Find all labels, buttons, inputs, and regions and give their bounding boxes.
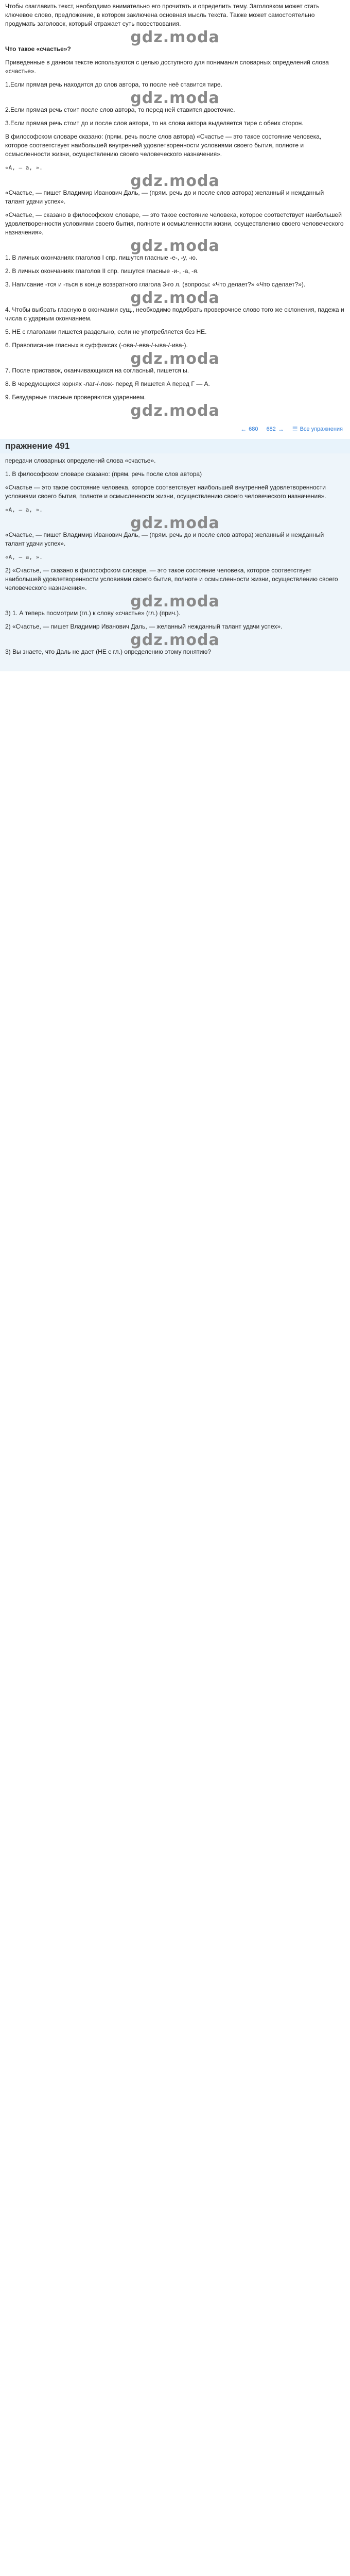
paragraph: 2) «Счастье, — пишет Владимир Иванович Даль, — желанный нежданный талант удачи успех». — [5, 623, 283, 630]
paragraph: Что такое «счастье»? — [5, 45, 71, 53]
paragraph: 9. Безударные гласные проверяются ударением. — [5, 394, 146, 401]
paragraph: передачи словарных определений слова «счастье». — [5, 457, 156, 464]
paragraph: 3.Если прямая речь стоит до и после слов автора, то на слова автора выделяется тире с обеих сторон. — [5, 120, 304, 127]
exercise-answer-block — [0, 453, 350, 671]
watermark-logo: gdz.moda — [130, 631, 220, 649]
paragraph: «Счастье — это такое состояние человека, которое соответствует наибольшей внутренней удовлетворенности условиями своего бытия, полноте и осмысленности жизни, осуществлению своего человеческого назначения». — [5, 484, 326, 500]
paragraph: Чтобы озаглавить текст, необходимо внимательно его прочитать и определить тему. Заголовком может стать ключевое слово, предложение, в котором заключена основная мысль текста. Также может самостоятельно продумать заголовок, который отражает суть повествования. — [5, 3, 320, 27]
prev-exercise-button[interactable] — [240, 426, 258, 433]
punctuation-scheme: «А, — а, ». — [5, 506, 43, 513]
punctuation-scheme: «А, — а, ». — [5, 164, 43, 171]
list-icon: ☰ — [292, 426, 298, 433]
next-exercise-button[interactable] — [266, 426, 284, 433]
arrow-right-icon: → — [277, 426, 284, 433]
watermark-logo: gdz.moda — [130, 172, 220, 190]
prev-exercise-label: 680 — [249, 426, 258, 432]
paragraph: 2.Если прямая речь стоит после слов автора, то перед ней ставится двоеточие. — [5, 106, 235, 113]
punctuation-scheme: «А, — а, ». — [5, 554, 43, 561]
paragraph: «Счастье, — пишет Владимир Иванович Даль, — (прям. речь до и после слов автора) желанный и нежданный талант удачи успех». — [5, 189, 324, 205]
paragraph: 8. В чередующихся корнях -лаг-/-лож- перед Я пишется А перед Г — А. — [5, 380, 210, 387]
watermark-logo: gdz.moda — [130, 89, 220, 107]
paragraph: 1. В личных окончаниях глаголов I спр. пишутся гласные -е-, -у, -ю. — [5, 254, 198, 261]
paragraph: 2. В личных окончаниях глаголов II спр. пишутся гласные -и-, -а, -я. — [5, 267, 199, 275]
next-exercise-label: 682 — [266, 426, 276, 432]
watermark-logo: gdz.moda — [130, 514, 220, 532]
paragraph: 2) «Счастье, — сказано в философском словаре, — это такое состояние человека, которое соответствует наибольшей удовлетворенности условиями своего бытия, полноте и осмысленности жизни, осуществлению своего человеческого назначения». — [5, 567, 338, 591]
paragraph: Приведенные в данном тексте используются с целью доступного для понимания словарных определений слова «счастье». — [5, 59, 329, 75]
exercise-title: пражнение 491 — [0, 439, 350, 453]
watermark-logo: gdz.moda — [130, 289, 220, 307]
paragraph: 1. В философском словаре сказано: (прям. речь после слов автора) — [5, 470, 202, 478]
all-exercises-link[interactable] — [292, 426, 343, 433]
paragraph: 3) 1. А теперь посмотрим (гл.) к слову «счастье» (гл.) (прич.). — [5, 609, 181, 617]
document-page — [0, 0, 350, 671]
paragraph: В философском словаре сказано: (прям. речь после слов автора) «Счастье — это такое состояние человека, которое соответствует наибольшей внутренней удовлетворенности условиями своего бытия, полноте и осмысленности жизни, осуществлению своего человеческого назначения». — [5, 133, 322, 158]
exercise-navigation — [0, 422, 350, 436]
paragraph: «Счастье, — пишет Владимир Иванович Даль, — (прям. речь до и после слов автора) желанный и нежданный талант удачи успех». — [5, 531, 324, 547]
answer-text-block — [0, 0, 350, 420]
paragraph: 5. НЕ с глаголами пишется раздельно, если не употребляется без НЕ. — [5, 328, 207, 335]
paragraph: 3) Вы знаете, что Даль не дает (НЕ с гл.) определению этому понятию? — [5, 648, 211, 655]
all-exercises-label: Все упражнения — [300, 426, 343, 432]
watermark-logo: gdz.moda — [130, 237, 220, 255]
arrow-left-icon: ← — [240, 426, 247, 433]
paragraph: 3. Написание -тся и -ться в конце возвратного глагола 3-го л. (вопросы: «Что делает?» «Что сделает?»). — [5, 281, 306, 288]
watermark-logo: gdz.moda — [130, 592, 220, 611]
watermark-logo: gdz.moda — [130, 350, 220, 368]
watermark-logo: gdz.moda — [130, 28, 220, 46]
paragraph: 4. Чтобы выбрать гласную в окончании сущ., необходимо подобрать проверочное слово того же склонения, падежа и числа с ударным окончанием. — [5, 306, 344, 322]
paragraph: «Счастье, — сказано в философском словаре, — это такое состояние человека, которое соответствует наибольшей удовлетворенности условиями своего бытия, полноте и осмысленности жизни, осуществлению своего человеческого назначения». — [5, 211, 344, 236]
paragraph: 6. Правописание гласных в суффиксах (-ова-/-ева-/-ыва-/-ива-). — [5, 342, 188, 349]
paragraph: 1.Если прямая речь находится до слов автора, то после неё ставится тире. — [5, 81, 222, 88]
watermark-logo: gdz.moda — [130, 402, 220, 420]
paragraph: 7. После приставок, оканчивающихся на согласный, пишется ы. — [5, 367, 189, 374]
